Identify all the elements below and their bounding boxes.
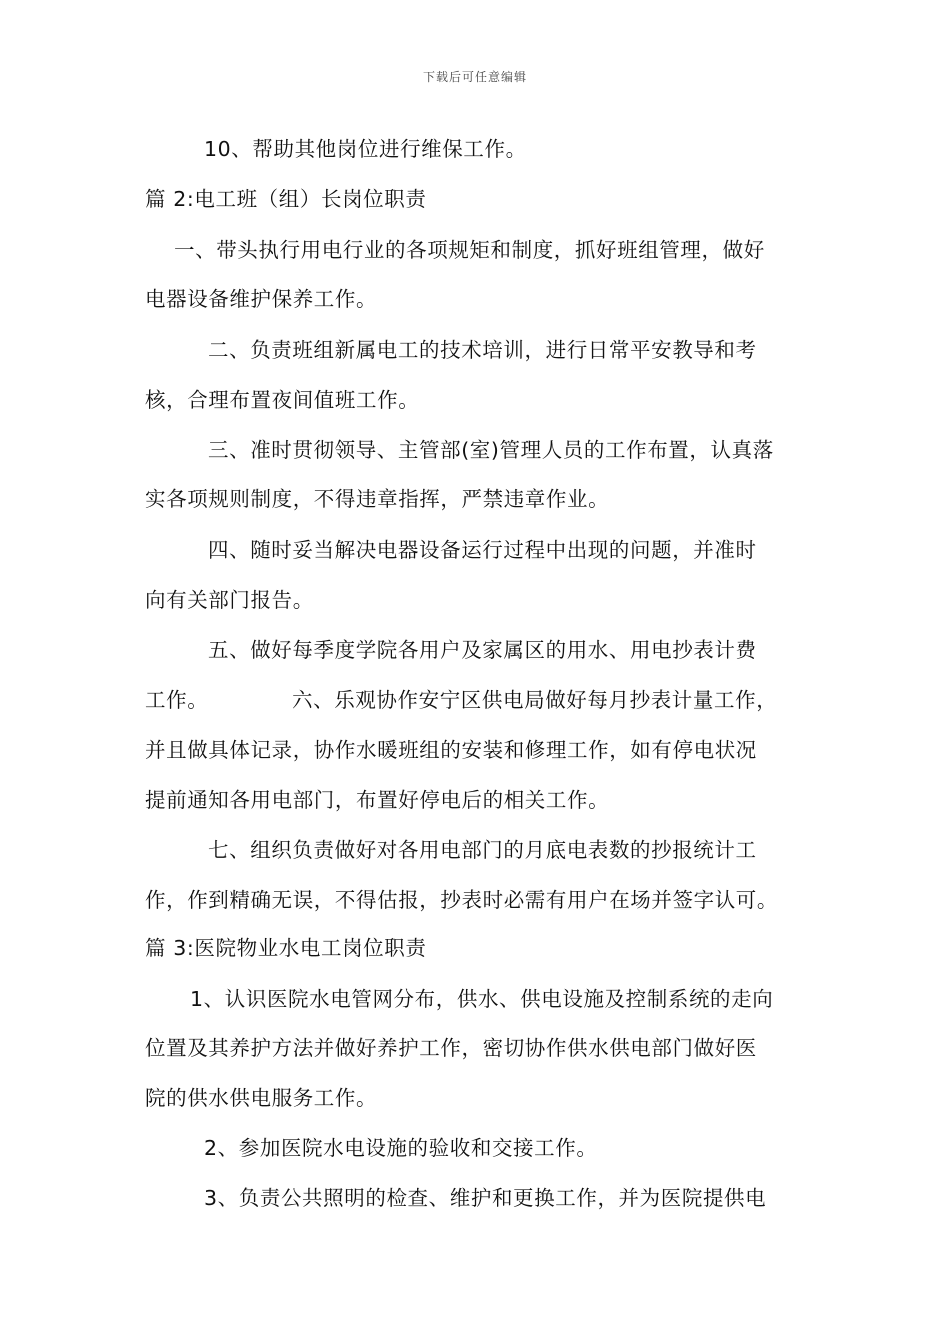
text-line: 10、帮助其他岗位进行维保工作。 — [204, 137, 527, 161]
text-line: 作，作到精确无误，不得估报，抄表时必需有用户在场并签字认可。 — [145, 888, 778, 912]
text-line: 二、负责班组新属电工的技术培训，进行日常平安教导和考 — [208, 338, 757, 362]
text-line: 1、认识医院水电管网分布，供水、供电设施及控制系统的走向 — [190, 987, 774, 1011]
text-line: 并且做具体记录，协作水暖班组的安装和修理工作，如有停电状况 — [145, 738, 757, 762]
text-line: 实各项规则制度，不得违章指挥，严禁违章作业。 — [145, 487, 610, 511]
text-line: 六、乐观协作安宁区供电局做好每月抄表计量工作， — [292, 688, 778, 712]
text-line: 四、随时妥当解决电器设备运行过程中出现的问题，并准时 — [208, 538, 757, 562]
text-line: 提前通知各用电部门，布置好停电后的相关工作。 — [145, 788, 610, 812]
text-line: 五、做好每季度学院各用户及家属区的用水、用电抄表计费 — [208, 638, 757, 662]
section-heading: 篇 3:医院物业水电工岗位职责 — [145, 936, 427, 960]
page-header: 下载后可任意编辑 — [422, 70, 527, 84]
text-line: 3、负责公共照明的检查、维护和更换工作，并为医院提供电 — [204, 1186, 767, 1210]
text-line: 七、组织负责做好对各用电部门的月底电表数的抄报统计工 — [208, 838, 757, 862]
text-line: 向有关部门报告。 — [145, 588, 314, 612]
section-heading: 篇 2:电工班（组）长岗位职责 — [145, 187, 427, 211]
text-line: 位置及其养护方法并做好养护工作，密切协作供水供电部门做好医 — [145, 1036, 757, 1060]
text-line: 一、带头执行用电行业的各项规矩和制度，抓好班组管理，做好 — [174, 238, 765, 262]
text-line: 核，合理布置夜间值班工作。 — [145, 388, 420, 412]
text-line: 院的供水供电服务工作。 — [145, 1086, 378, 1110]
text-line: 工作。 — [145, 688, 209, 712]
text-line: 三、准时贯彻领导、主管部(室)管理人员的工作布置，认真落 — [208, 438, 774, 462]
text-line: 2、参加医院水电设施的验收和交接工作。 — [204, 1136, 598, 1160]
text-line: 电器设备维护保养工作。 — [145, 287, 378, 311]
